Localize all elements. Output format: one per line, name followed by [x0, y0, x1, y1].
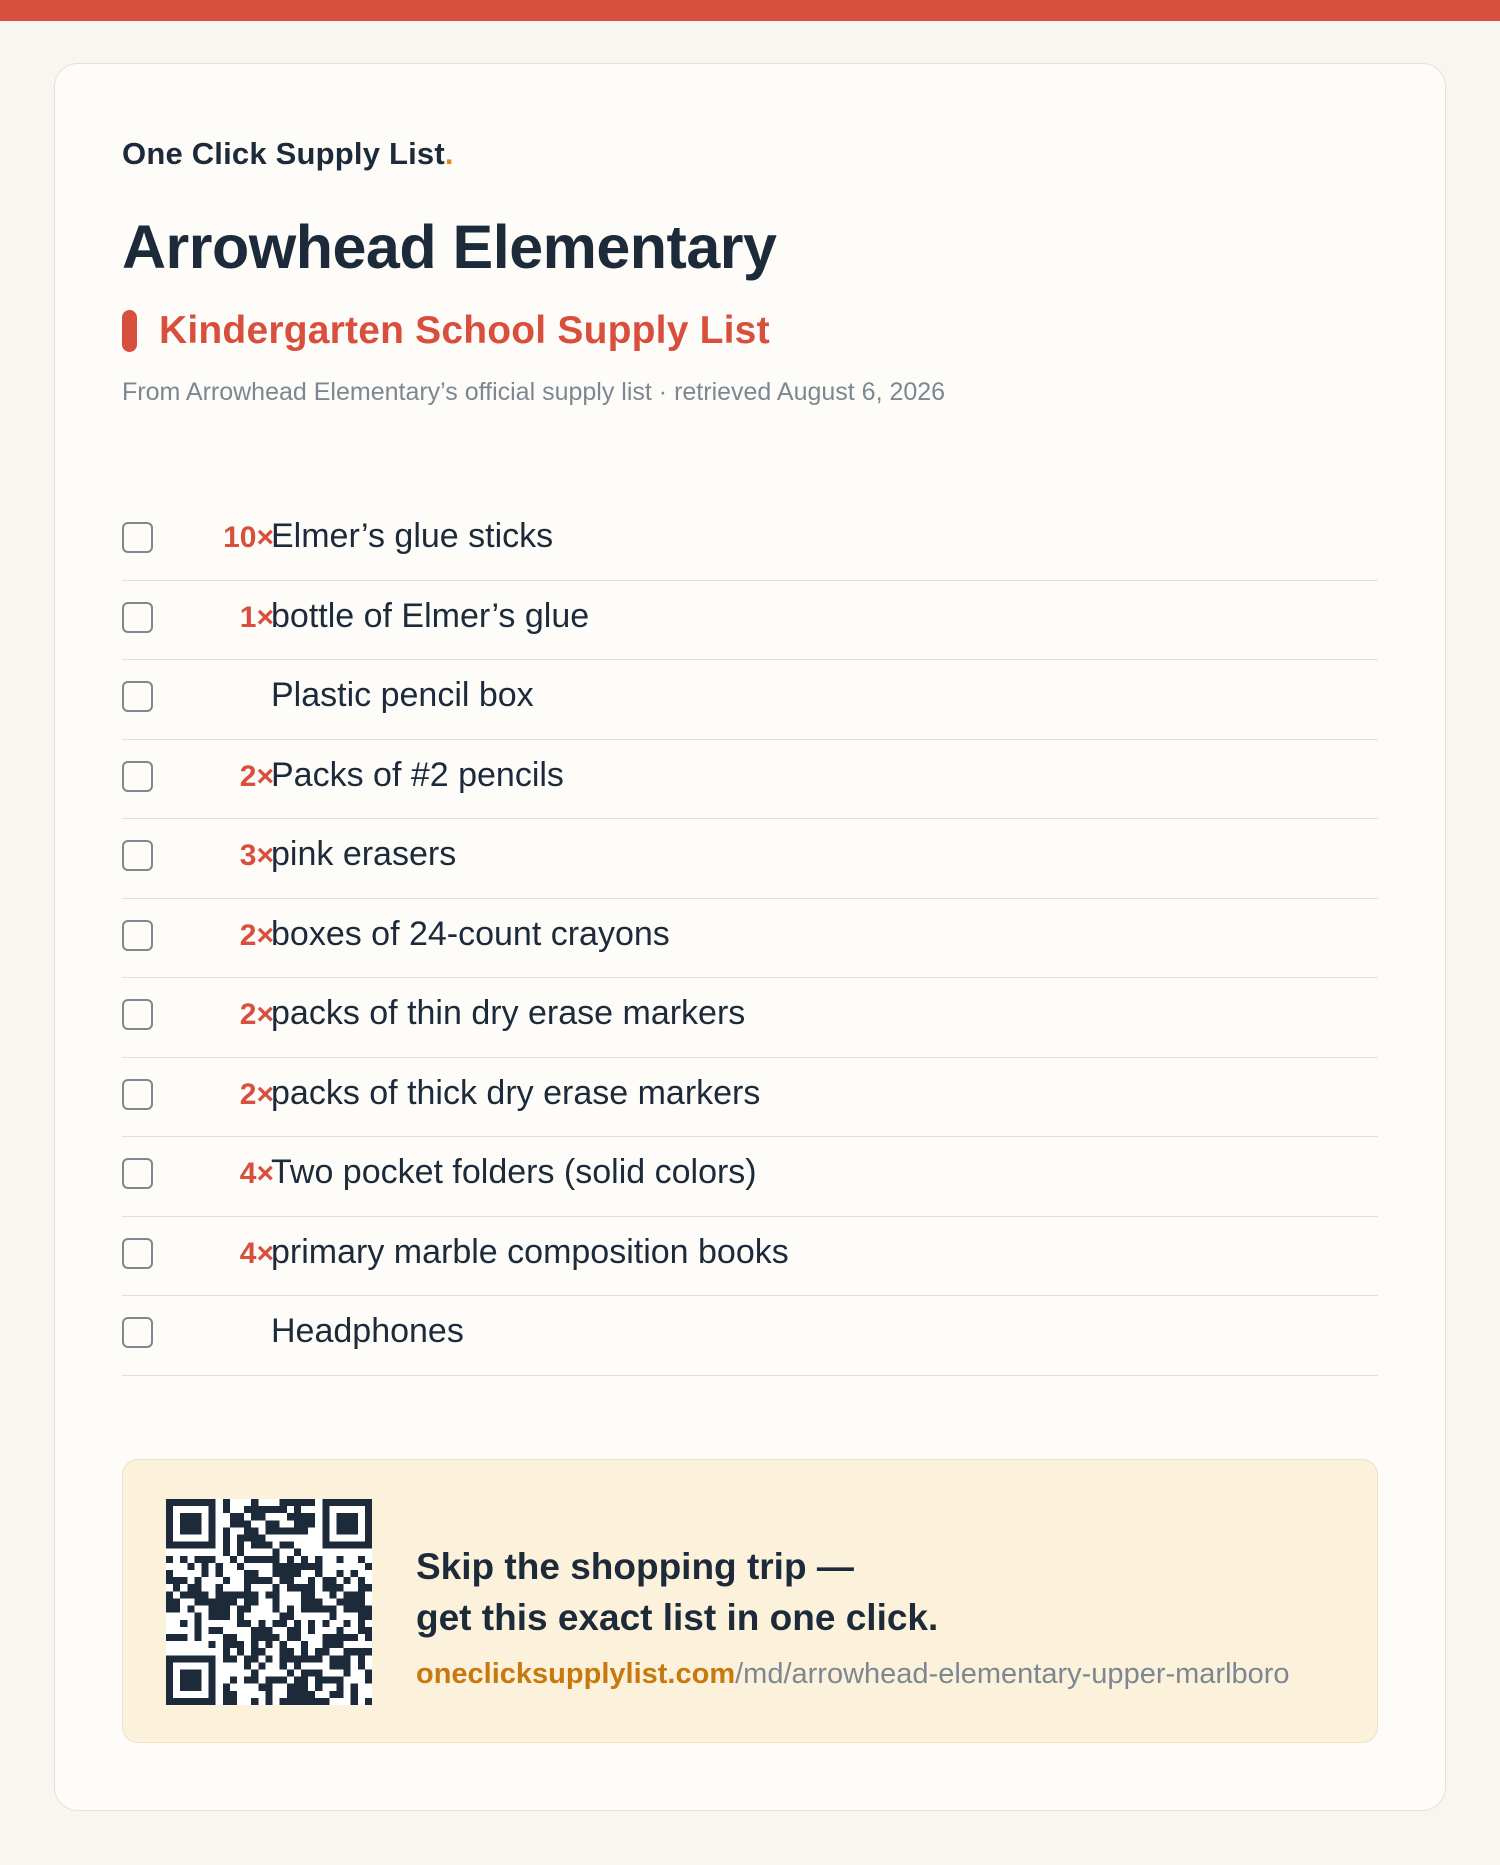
brand-logo[interactable]: One Click Supply List. — [122, 136, 454, 171]
item-checkbox[interactable] — [122, 522, 153, 553]
item-quantity: 2× — [239, 1077, 274, 1111]
promo-link-domain[interactable]: oneclicksupplylist.com — [416, 1658, 736, 1690]
promo-link[interactable] — [416, 1658, 1290, 1691]
item-checkbox[interactable] — [122, 920, 153, 951]
list-title-row — [122, 309, 770, 353]
supply-list-card — [54, 63, 1446, 1811]
supply-item — [122, 1296, 1378, 1376]
supply-item — [122, 1058, 1378, 1138]
item-checkbox[interactable] — [122, 1158, 153, 1189]
item-quantity: 10× — [223, 521, 274, 554]
item-label: primary marble composition books — [271, 1232, 789, 1271]
item-quantity: 2× — [239, 759, 274, 793]
supply-item — [122, 660, 1378, 740]
supply-item — [122, 978, 1378, 1058]
promo-link-path[interactable]: /md/arrowhead-elementary-upper-marlboro — [735, 1658, 1290, 1690]
title-accent-bar — [122, 310, 137, 352]
item-checkbox[interactable] — [122, 840, 153, 871]
promo-banner — [122, 1459, 1378, 1743]
supply-item — [122, 819, 1378, 899]
item-label: pink erasers — [271, 835, 457, 873]
supply-item — [122, 501, 1378, 581]
item-checkbox[interactable] — [122, 761, 153, 792]
item-quantity: 3× — [239, 839, 274, 872]
item-checkbox[interactable] — [122, 1317, 153, 1348]
item-quantity: 1× — [239, 600, 274, 634]
item-quantity: 2× — [239, 998, 274, 1031]
item-label: Elmer’s glue sticks — [271, 517, 554, 555]
supply-item — [122, 740, 1378, 820]
item-checkbox[interactable] — [122, 999, 153, 1030]
item-checkbox[interactable] — [122, 681, 153, 712]
list-title: Kindergarten School Supply List — [159, 309, 770, 352]
item-label: boxes of 24-count crayons — [271, 914, 670, 953]
item-checkbox[interactable] — [122, 602, 153, 633]
supply-item — [122, 1217, 1378, 1297]
item-label: packs of thick dry erase markers — [271, 1073, 761, 1112]
supply-item — [122, 1137, 1378, 1217]
item-label: Packs of #2 pencils — [271, 755, 564, 794]
item-label: packs of thin dry erase markers — [271, 994, 746, 1032]
qr-code-icon[interactable] — [166, 1499, 372, 1705]
item-label: Headphones — [271, 1312, 464, 1350]
promo-headline: Skip the shopping trip — — [416, 1546, 854, 1587]
supply-item — [122, 581, 1378, 661]
item-quantity: 4× — [239, 1236, 274, 1270]
school-name: Arrowhead Elementary — [122, 213, 777, 281]
top-accent-bar — [0, 0, 1500, 21]
supply-items-list — [122, 501, 1378, 1376]
item-quantity: 4× — [239, 1157, 274, 1190]
promo-subheadline: get this exact list in one click. — [416, 1597, 939, 1638]
supply-item — [122, 899, 1378, 979]
item-checkbox[interactable] — [122, 1238, 153, 1269]
item-label: Two pocket folders (solid colors) — [271, 1153, 757, 1191]
item-quantity: 2× — [239, 918, 274, 952]
item-label: bottle of Elmer’s glue — [271, 596, 590, 635]
source-note: From Arrowhead Elementary’s official supply list · retrieved August 6, 2026 — [122, 378, 946, 406]
item-label: Plastic pencil box — [271, 676, 534, 714]
item-checkbox[interactable] — [122, 1079, 153, 1110]
